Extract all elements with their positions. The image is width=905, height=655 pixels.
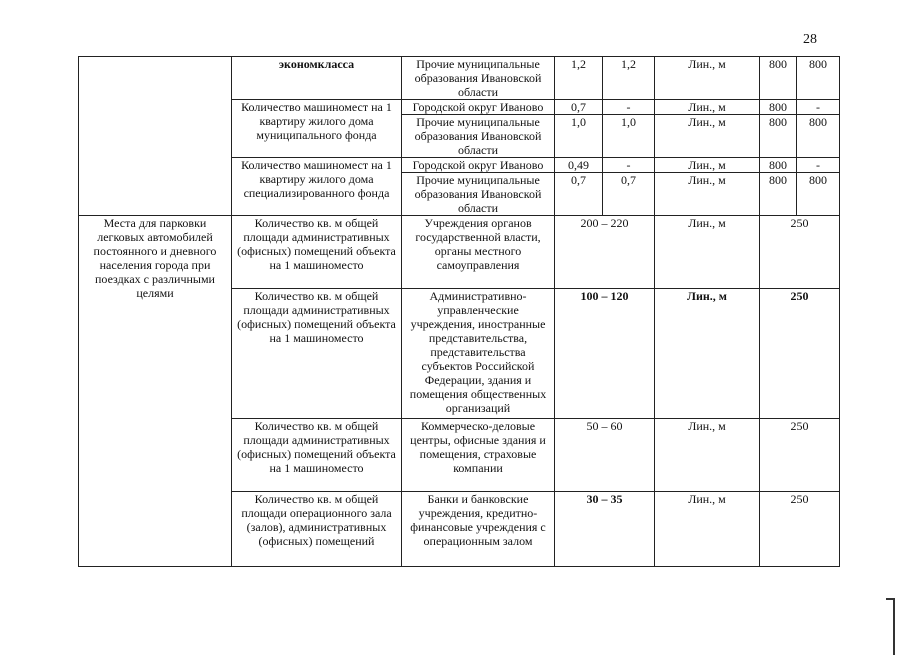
object-cell: Коммерческо-деловые центры, офисные здания и помещения, страховые компании <box>402 419 555 492</box>
distance-cell: 800 <box>797 57 840 100</box>
object-cell: Банки и банковские учреждения, кредитно-финансовые учреждения с операционным залом <box>402 492 555 567</box>
units-cell: Лин., м <box>655 115 760 158</box>
distance-cell: 800 <box>760 115 797 158</box>
object-cell: Городской округ Иваново <box>402 158 555 173</box>
distance-cell: 800 <box>797 173 840 216</box>
units-cell: Лин., м <box>655 492 760 567</box>
units-cell: Лин., м <box>655 419 760 492</box>
distance-cell: 250 <box>760 419 840 492</box>
object-cell: Административно-управленческие учреждения, иностранные представительства, представительства субъектов Российской Федерации, здания и помещения общественных организаций <box>402 289 555 419</box>
distance-cell: 800 <box>760 100 797 115</box>
distance-cell: - <box>797 100 840 115</box>
object-cell: Прочие муниципальные образования Ивановской области <box>402 173 555 216</box>
units-cell: Лин., м <box>655 289 760 419</box>
distance-cell: 800 <box>760 158 797 173</box>
parking-section-table <box>78 215 840 567</box>
table-row <box>79 57 840 100</box>
indicator-cell: Количество машиномест на 1 квартиру жилого дома муниципального фонда <box>232 100 402 158</box>
object-cell: Городской округ Иваново <box>402 100 555 115</box>
indicator-cell: экономкласса <box>232 57 402 100</box>
distance-cell: 800 <box>760 57 797 100</box>
object-cell: Учреждения органов государственной власти, органы местного самоуправления <box>402 216 555 289</box>
value-cell: 0,49 <box>555 158 603 173</box>
value-cell: 1,2 <box>555 57 603 100</box>
distance-cell: 250 <box>760 289 840 419</box>
object-cell: Прочие муниципальные образования Ивановской области <box>402 115 555 158</box>
value-cell: 1,2 <box>603 57 655 100</box>
value-cell: 100 – 120 <box>555 289 655 419</box>
indicator-cell: Количество кв. м общей площади административных (офисных) помещений объекта на 1 машиноместо <box>232 419 402 492</box>
value-cell: 1,0 <box>603 115 655 158</box>
table-row <box>79 216 840 289</box>
indicator-cell: Количество кв. м общей площади административных (офисных) помещений объекта на 1 машиноместо <box>232 289 402 419</box>
page-number: 28 <box>803 32 817 47</box>
units-cell: Лин., м <box>655 57 760 100</box>
value-cell: 0,7 <box>555 173 603 216</box>
value-cell: 30 – 35 <box>555 492 655 567</box>
units-cell: Лин., м <box>655 216 760 289</box>
value-cell: 200 – 220 <box>555 216 655 289</box>
value-cell: - <box>603 100 655 115</box>
empty-category-cell <box>79 57 232 216</box>
distance-cell: 800 <box>797 115 840 158</box>
value-cell: 1,0 <box>555 115 603 158</box>
units-cell: Лин., м <box>655 100 760 115</box>
units-cell: Лин., м <box>655 158 760 173</box>
value-cell: 0,7 <box>603 173 655 216</box>
value-cell: 50 – 60 <box>555 419 655 492</box>
value-cell: 0,7 <box>555 100 603 115</box>
category-cell: Места для парковки легковых автомобилей постоянного и дневного населения города при поездках с различными целями <box>79 216 232 567</box>
indicator-cell: Количество машиномест на 1 квартиру жилого дома специализированного фонда <box>232 158 402 216</box>
units-cell: Лин., м <box>655 173 760 216</box>
distance-cell: 250 <box>760 216 840 289</box>
object-cell: Прочие муниципальные образования Ивановской области <box>402 57 555 100</box>
indicator-cell: Количество кв. м общей площади административных (офисных) помещений объекта на 1 машиноместо <box>232 216 402 289</box>
parking-norms-table <box>78 56 840 216</box>
distance-cell: 800 <box>760 173 797 216</box>
distance-cell: - <box>797 158 840 173</box>
scan-edge-bar <box>893 600 895 655</box>
value-cell: - <box>603 158 655 173</box>
indicator-cell: Количество кв. м общей площади операционного зала (залов), административных (офисных) помещений <box>232 492 402 567</box>
distance-cell: 250 <box>760 492 840 567</box>
